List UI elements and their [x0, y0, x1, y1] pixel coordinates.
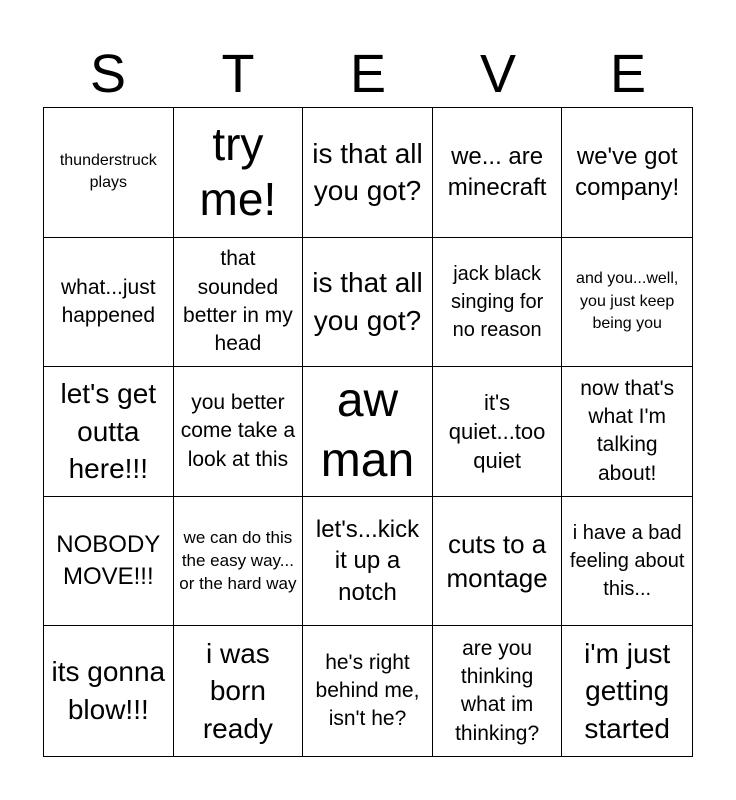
bingo-cell: we can do this the easy way... or the hard way: [174, 497, 304, 627]
bingo-cell: let's...kick it up a notch: [303, 497, 433, 627]
bingo-cell: i have a bad feeling about this...: [562, 497, 692, 627]
bingo-cell: NOBODY MOVE!!!: [44, 497, 174, 627]
bingo-cell: it's quiet...too quiet: [433, 367, 563, 497]
bingo-cell: aw man: [303, 367, 433, 497]
bingo-cell: now that's what I'm talking about!: [562, 367, 692, 497]
bingo-cell: we... are minecraft: [433, 108, 563, 238]
bingo-cell: its gonna blow!!!: [44, 626, 174, 756]
bingo-cell: cuts to a montage: [433, 497, 563, 627]
bingo-cell: is that all you got?: [303, 108, 433, 238]
header-letter: E: [349, 44, 387, 104]
bingo-cell: try me!: [174, 108, 304, 238]
bingo-cell: is that all you got?: [303, 238, 433, 368]
bingo-cell: let's get outta here!!!: [44, 367, 174, 497]
header-letter: S: [89, 44, 127, 104]
header-letter: T: [221, 44, 255, 104]
bingo-cell: i'm just getting started: [584, 637, 671, 745]
header-letter: E: [609, 44, 647, 104]
bingo-cell: you better come take a look at this: [174, 367, 304, 497]
bingo-cell: jack black singing for no reason: [433, 238, 563, 368]
bingo-header: [43, 40, 693, 108]
bingo-cell: and you...well, you just keep being you: [562, 238, 692, 368]
bingo-cell: i was born ready: [174, 626, 304, 756]
header-letter: V: [479, 44, 517, 104]
bingo-cell: are you thinking what im thinking?: [433, 626, 563, 756]
bingo-board: [43, 107, 693, 757]
bingo-cell: what...just happened: [44, 238, 174, 368]
bingo-cell: we've got company!: [562, 108, 692, 238]
bingo-cell: thunderstruck plays: [44, 108, 174, 238]
bingo-cell: that sounded better in my head: [174, 238, 304, 368]
bingo-cell: he's right behind me, isn't he?: [303, 626, 433, 756]
